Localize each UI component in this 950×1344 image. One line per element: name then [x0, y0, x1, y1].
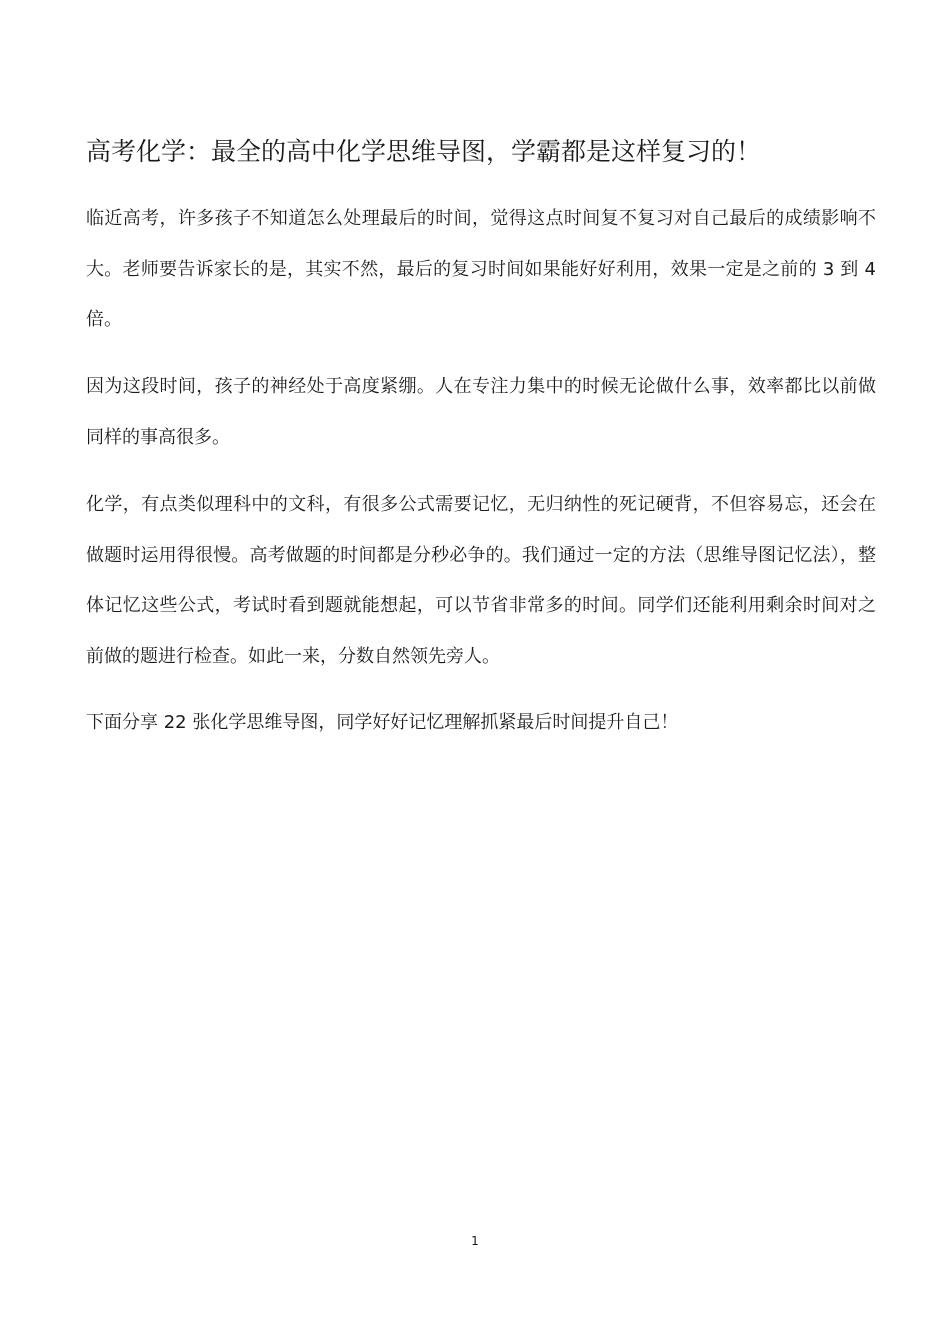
paragraph-2: 因为这段时间，孩子的神经处于高度紧绷。人在专注力集中的时候无论做什么事，效率都比以前做同样的事高很多。	[86, 376, 876, 448]
paragraph-4: 下面分享 22 张化学思维导图，同学好好记忆理解抓紧最后时间提升自己！	[86, 712, 679, 733]
paragraph-1: 临近高考，许多孩子不知道怎么处理最后的时间，觉得这点时间复不复习对自己最后的成绩影响不大。老师要告诉家长的是，其实不然，最后的复习时间如果能好好利用，效果一定是之前的 3 到 4 倍。	[86, 208, 876, 330]
page-title: 高考化学：最全的高中化学思维导图，学霸都是这样复习的！	[86, 137, 762, 166]
page-number: 1	[471, 1234, 479, 1248]
paragraph-3: 化学，有点类似理科中的文科，有很多公式需要记忆，无归纳性的死记硬背，不但容易忘，还会在做题时运用得很慢。高考做题的时间都是分秒必争的。我们通过一定的方法（思维导图记忆法），整体记忆这些公式，考试时看到题就能想起，可以节省非常多的时间。同学们还能利用剩余时间对之前做的题进行检查。如此一来，分数自然领先旁人。	[86, 494, 876, 667]
